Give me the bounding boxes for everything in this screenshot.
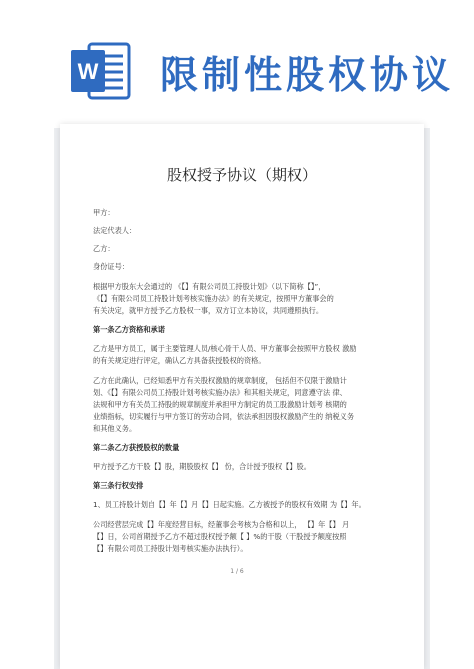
id-number-label: 身份证号： (93, 262, 129, 271)
section-3-heading: 第三条行权安排 (93, 481, 144, 490)
s1-p2-line-4: 业绩指标，切实履行与甲方签订的劳动合同，依法承担因股权激励产生的 纳税义务 (93, 412, 355, 421)
word-icon (69, 40, 131, 102)
legal-rep-label: 法定代表人： (93, 226, 137, 235)
intro-line-3: 有关决定，就甲方授予乙方股权一事，双方订立本协议，共同遵照执行。 (93, 306, 324, 315)
document-title: 股权授予协议（期权） (166, 166, 317, 184)
intro-line-1: 根据甲方股东大会通过的 《【】有限公司员工持股计划》（以下简称【】”， (93, 282, 326, 291)
svg-text:W: W (77, 59, 99, 84)
s3-p2-line-1: 公司经营层完成【】年度经营目标，经董事会考核为合格和以上， 【】年【】 月 (93, 520, 350, 529)
s3-p2-line-2: 【】日，公司首期授予乙方不超过股权授予额【 】%的干股（干股授予额度按照 (93, 532, 347, 541)
party-a-label: 甲方： (93, 208, 115, 217)
s1-p2-line-5: 和其他义务。 (93, 424, 137, 433)
s3-p2-line-3: 【】有限公司员工持股计划考核实施办法执行）。 (93, 544, 248, 553)
banner (0, 0, 474, 120)
party-b-label: 乙方： (93, 244, 115, 253)
page-number: 1 / 6 (230, 568, 244, 575)
s2-p1: 甲方授予乙方干股【】股，期股股权【】 份，合计授予股权【】股。 (93, 462, 311, 471)
intro-line-2: 《【】有限公司员工持股计划考核实施办法》的有关规定，按照甲方董事会的 (93, 294, 334, 303)
s1-p2-line-3: 法规和甲方有关员工持股的规章制度并承担甲方制定的员工股激励计划考 核期的 (93, 400, 347, 409)
section-2-heading: 第二条乙方获授股权的数量 (93, 443, 180, 452)
banner-title: 限制性股权协议 (160, 53, 455, 97)
s1-p2-line-1: 乙方在此确认，已经知悉甲方有关股权激励的规章制度， 包括但不仅限于激励计 (93, 376, 347, 385)
s1-p1-line-2: 的有关规定进行评定，确认乙方具备获授股权的资格。 (93, 356, 266, 365)
s1-p1-line-1: 乙方是甲方员工，属于主要管理人员/核心骨干人员、甲方董事会按照甲方股权 激励 (93, 344, 357, 353)
section-1-heading: 第一条乙方资格和承诺 (93, 325, 165, 334)
document-page (60, 124, 424, 669)
s3-p1: 1、员工持股计划自【】年【】月【】日起实施。乙方被授予的股权有效期 为【】年。 (93, 500, 366, 509)
s1-p2-line-2: 划、《【】有限公司员工持股计划考核实施办法》和其相关规定，同意遵守法 律、 (93, 388, 347, 397)
